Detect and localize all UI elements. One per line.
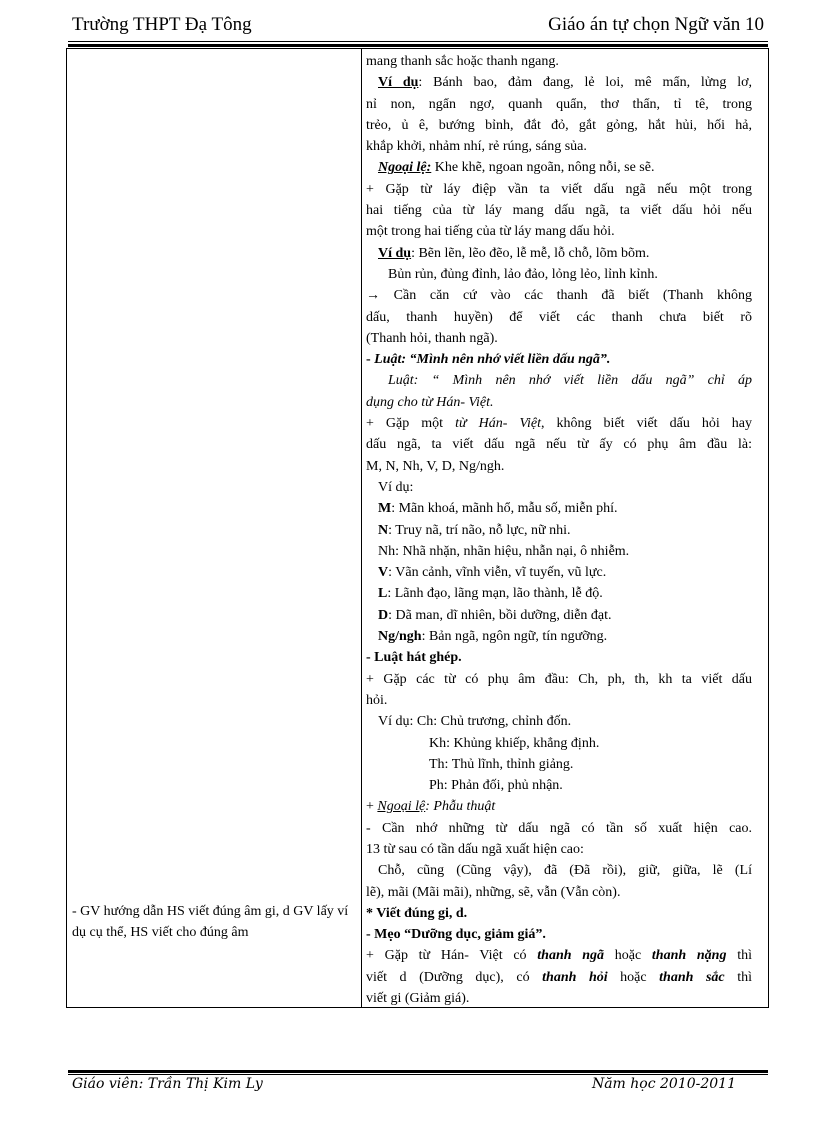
subject-title: Giáo án tự chọn Ngữ văn 10 (548, 14, 764, 35)
header-rule-thick (68, 44, 768, 47)
text-line: + Gặp từ láy điệp vần ta viết dấu ngã nếu một trong (366, 181, 752, 197)
text-line: L: Lãnh đạo, lãng mạn, lão thành, lễ độ. (378, 586, 603, 602)
text-line: Nh: Nhã nhặn, nhãn hiệu, nhẫn nại, ô nhiễm. (378, 543, 630, 559)
text-line: lẽ), mãi (Mãi mãi), những, sẽ, vẫn (Vẫn còn). (366, 884, 621, 900)
column-divider (361, 49, 362, 1007)
text-line: Ví dụ: Ch: Chủ trương, chỉnh đốn. (378, 714, 572, 730)
text-line: Ngoại lệ: Khe khẽ, ngoan ngoãn, nông nỗi, se sẽ. (378, 160, 655, 176)
text-line: Ng/ngh: Bản ngã, ngôn ngữ, tín ngưỡng. (378, 629, 608, 645)
text-line: một trong hai tiếng của từ láy mang dấu hỏi. (366, 224, 615, 240)
text-line: Ph: Phản đối, phủ nhận. (429, 778, 563, 794)
text-line: (Thanh hỏi, thanh ngã). (366, 330, 498, 346)
text-line: Luật: “ Mình nên nhớ viết liền dấu ngã” chỉ áp (388, 373, 752, 389)
text-line: Bủn rủn, đủng đỉnh, lảo đảo, lỏng lẻo, lỉnh kỉnh. (388, 266, 658, 282)
content-cell (366, 51, 752, 1009)
footer-rule-thin (68, 1074, 768, 1075)
teacher-activity-cell: - GV hướng dẫn HS viết đúng âm gi, d GV lấy ví dụ cụ thể, HS viết cho đúng âm (72, 904, 349, 941)
page-header (72, 14, 764, 40)
text-line: N: Truy nã, trí não, nỗ lực, nữ nhi. (378, 522, 571, 538)
text-line: Th: Thủ lĩnh, thỉnh giảng. (429, 756, 574, 772)
header-rule-thin (68, 41, 768, 42)
text-line: hai tiếng của từ láy mang dấu ngã, ta viết dấu hỏi nếu (366, 203, 752, 219)
text-line: + Gặp các từ có phụ âm đầu: Ch, ph, th, kh ta viết dấu (366, 671, 752, 687)
teacher-name: Giáo viên: Trần Thị Kim Ly (72, 1076, 263, 1092)
text-line: Chỗ, cũng (Cũng vậy), đã (Đã rồi), giữ, giữa, lẽ (Lí (378, 863, 752, 879)
text-line: Kh: Khủng khiếp, khẳng định. (429, 735, 600, 751)
text-line: Ví dụ: Bẽn lẽn, lẽo đẽo, lễ mễ, lỗ chỗ, lõm bõm. (378, 245, 650, 261)
footer-rule-thick (68, 1070, 768, 1073)
text-line: M, N, Nh, V, D, Ng/ngh. (366, 458, 505, 474)
rule-heading: - Luật hát ghép. (366, 650, 462, 666)
text-line: khắp khởi, nhảm nhí, rẻ rúng, sáng sủa. (366, 139, 587, 155)
school-year: Năm học 2010-2011 (591, 1076, 736, 1092)
text-line: mang thanh sắc hoặc thanh ngang. (366, 54, 559, 69)
text-line: trẻo, ủ ê, bướng bỉnh, đắt đỏ, gắt gỏng, hắt hủi, hối hả, (366, 117, 752, 133)
text-line: + Gặp từ Hán- Việt có thanh ngã hoặc thanh nặng thì (366, 948, 752, 964)
text-line: viết d (Dưỡng dục), có thanh hỏi hoặc thanh sắc thì (366, 969, 752, 985)
rule-heading: - Mẹo “Dưỡng dục, giảm giá”. (366, 927, 546, 943)
text-line: hỏi. (366, 692, 388, 708)
text-line: → Cần căn cứ vào các thanh đã biết (Thanh không (366, 288, 752, 304)
text-line: + Gặp một từ Hán- Việt, không biết viết dấu hỏi hay (366, 416, 752, 432)
section-heading: * Viết đúng gi, d. (366, 905, 468, 921)
text-line: dấu, thanh huyền) để viết các thanh chưa biết rõ (366, 309, 752, 325)
text-line: M: Mãn khoá, mãnh hổ, mẫu số, miễn phí. (378, 501, 618, 517)
text-line: Ví dụ: Bánh bao, đảm đang, lẻ loi, mê mẩn, lửng lơ, (378, 75, 752, 91)
lesson-table (66, 48, 769, 1008)
school-name: Trường THPT Đạ Tông (72, 14, 252, 35)
text-line: V: Vãn cảnh, vĩnh viễn, vĩ tuyến, vũ lực. (378, 565, 607, 581)
text-line: - Cần nhớ những từ dấu ngã có tần số xuất hiện cao. (366, 820, 752, 836)
text-line: dụng cho từ Hán- Việt. (366, 394, 494, 410)
rule-heading: - Luật: “Mình nên nhớ viết liền dấu ngã”. (366, 352, 611, 368)
text-line: viết gi (Giảm giá). (366, 991, 470, 1007)
text-line: dấu ngã, ta viết dấu ngã nếu từ ấy có phụ âm đầu là: (366, 437, 752, 453)
text-line: D: Dã man, dĩ nhiên, bồi dưỡng, diễn đạt. (378, 607, 612, 623)
text-line: + Ngoại lệ: Phẫu thuật (366, 799, 496, 815)
text-line: Ví dụ: (378, 479, 414, 495)
text-line: 13 từ sau có tần dấu ngã xuất hiện cao: (366, 841, 584, 857)
text-line: nỉ non, ngẩn ngơ, quanh quẩn, thơ thẩn, tỉ tê, trong (366, 96, 752, 112)
